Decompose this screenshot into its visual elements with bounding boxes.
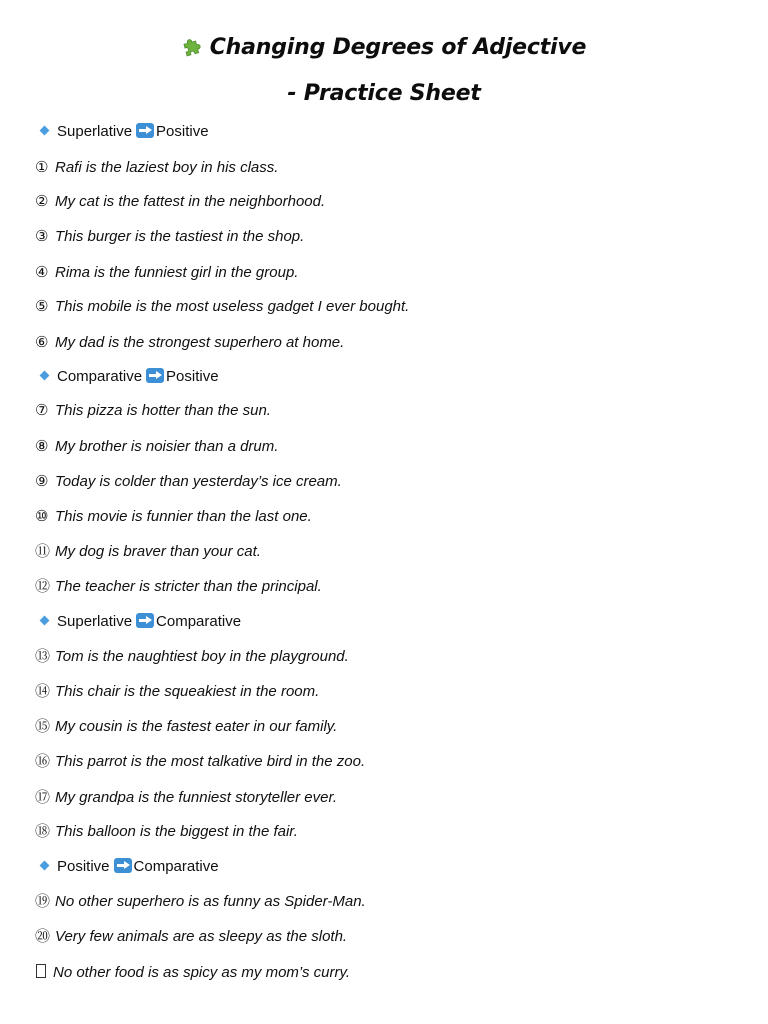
item-text: The teacher is stricter than the principal. [55, 578, 322, 595]
blue-diamond-icon [40, 861, 50, 871]
right-arrow-icon [136, 613, 154, 628]
missing-glyph-box [36, 964, 46, 978]
right-arrow-icon [146, 368, 164, 383]
item-text: This balloon is the biggest in the fair. [55, 823, 298, 840]
list-item [35, 681, 319, 703]
page-title [0, 33, 768, 66]
item-number: ⑯ [35, 753, 51, 770]
right-arrow-icon [114, 858, 132, 873]
item-text: This pizza is hotter than the sun. [55, 402, 271, 419]
item-text: My dog is braver than your cat. [55, 543, 261, 560]
item-number: ⑨ [35, 473, 49, 490]
item-text: No other food is as spicy as my mom’s curry. [53, 964, 351, 981]
item-number: ⑪ [35, 543, 51, 560]
item-text: Today is colder than yesterday’s ice cream. [55, 473, 342, 490]
puzzle-icon [182, 35, 204, 66]
list-item [35, 436, 278, 458]
item-number: ③ [35, 228, 49, 245]
item-text: This parrot is the most talkative bird in the zoo. [55, 753, 366, 770]
heading-from: Superlative [57, 613, 133, 630]
section-heading [39, 856, 219, 878]
list-item [35, 471, 342, 493]
list-item [35, 891, 366, 913]
item-number: ⑬ [35, 648, 51, 665]
list-item [35, 576, 322, 598]
item-number: ⑮ [35, 718, 51, 735]
item-text: Rafi is the laziest boy in his class. [55, 159, 279, 176]
list-item [35, 226, 304, 248]
item-number: ⑧ [35, 438, 49, 455]
item-number: ⑫ [35, 578, 51, 595]
list-item [35, 296, 409, 318]
list-item [35, 400, 271, 422]
item-number: ⑱ [35, 823, 51, 840]
heading-from: Positive [57, 858, 110, 875]
item-number: ① [35, 159, 49, 176]
list-item [35, 541, 261, 563]
item-number: ⑰ [35, 789, 51, 806]
section-heading [39, 366, 219, 388]
heading-from: Comparative [57, 368, 143, 385]
list-item [35, 191, 325, 213]
list-item [35, 926, 347, 948]
item-number: ② [35, 193, 49, 210]
section-heading [39, 121, 209, 143]
list-item [35, 787, 337, 809]
item-text: This mobile is the most useless gadget I ever bought. [55, 298, 410, 315]
item-text: My cousin is the fastest eater in our family. [55, 718, 338, 735]
item-text: This burger is the tastiest in the shop. [55, 228, 305, 245]
item-number: ⑲ [35, 893, 51, 910]
item-text: My dad is the strongest superhero at home. [55, 334, 345, 351]
list-item [35, 646, 349, 668]
heading-to: Comparative [156, 613, 242, 630]
item-text: Very few animals are as sleepy as the sloth. [55, 928, 348, 945]
section-heading [39, 611, 241, 633]
item-text: Rima is the funniest girl in the group. [55, 264, 299, 281]
list-item [35, 821, 298, 843]
item-text: This movie is funnier than the last one. [55, 508, 312, 525]
list-item [35, 751, 365, 773]
list-item [35, 962, 350, 984]
blue-diamond-icon [40, 616, 50, 626]
heading-from: Superlative [57, 123, 133, 140]
item-number: ⑩ [35, 508, 49, 525]
list-item [35, 716, 337, 738]
blue-diamond-icon [40, 371, 50, 381]
right-arrow-icon [136, 123, 154, 138]
item-text: My cat is the fattest in the neighborhood. [55, 193, 326, 210]
heading-to: Comparative [133, 858, 219, 875]
item-text: My grandpa is the funniest storyteller ever. [55, 789, 338, 806]
list-item [35, 506, 312, 528]
list-item [35, 332, 344, 354]
heading-to: Positive [156, 123, 209, 140]
item-text: No other superhero is as funny as Spider-Man. [55, 893, 366, 910]
page-subtitle: - Practice Sheet [287, 81, 481, 106]
item-number: ⑤ [35, 298, 49, 315]
item-text: This chair is the squeakiest in the room. [55, 683, 320, 700]
item-number: ⑭ [35, 683, 51, 700]
item-number: ⑦ [35, 402, 49, 419]
item-text: Tom is the naughtiest boy in the playground. [55, 648, 349, 665]
list-item [35, 262, 298, 284]
blue-diamond-icon [40, 126, 50, 136]
title-line-1: Changing Degrees of Adjective [209, 35, 587, 60]
item-text: My brother is noisier than a drum. [55, 438, 279, 455]
item-number: ⑳ [35, 928, 51, 945]
item-number: ④ [35, 264, 49, 281]
heading-to: Positive [166, 368, 219, 385]
item-number: ⑥ [35, 334, 49, 351]
list-item [35, 157, 278, 179]
